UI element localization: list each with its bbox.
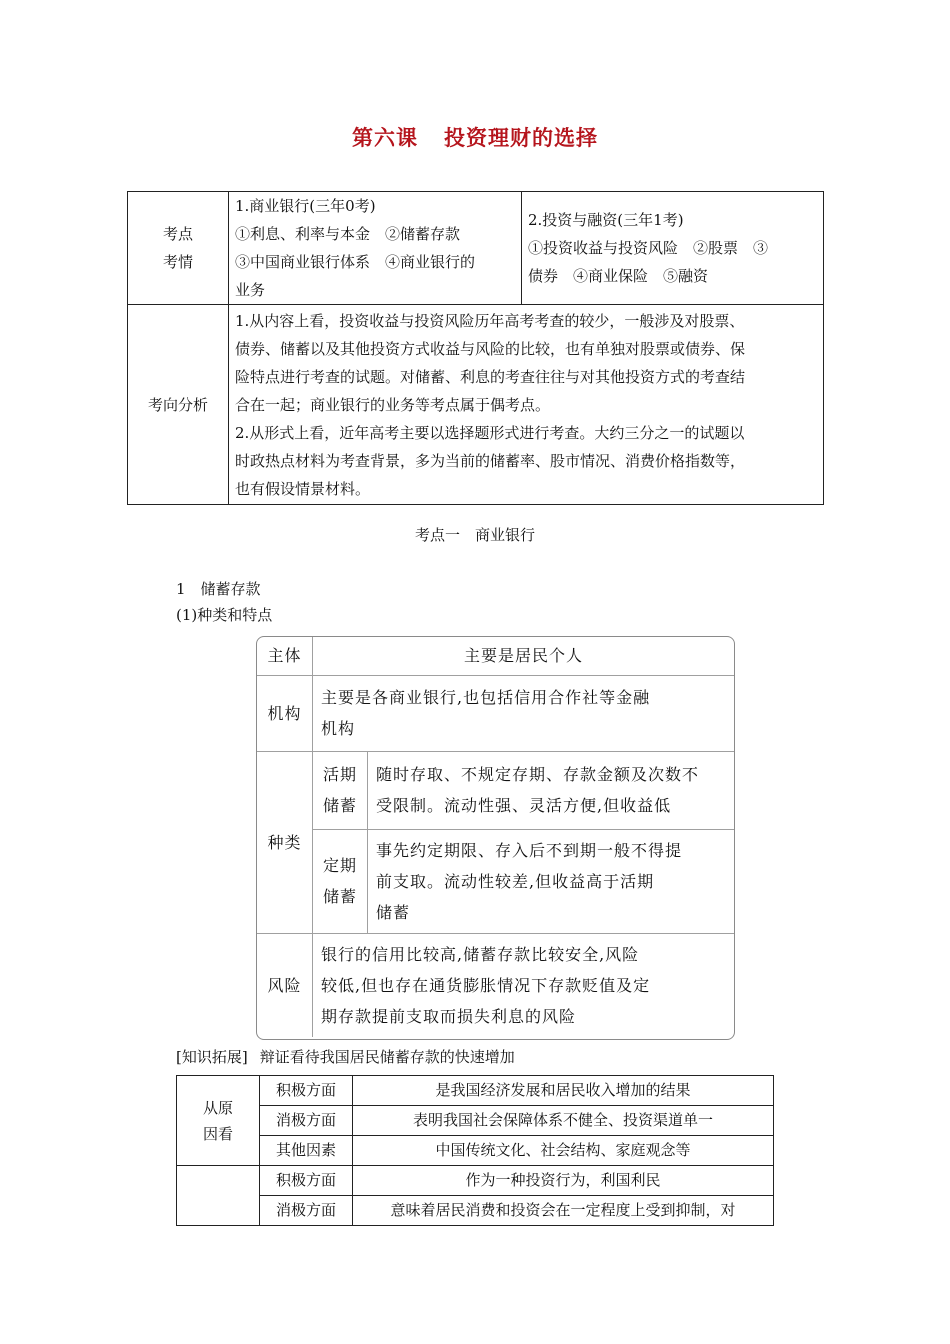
section-heading: 考点一 商业银行	[414, 526, 535, 544]
analysis-cell: 1.从内容上看，投资收益与投资风险历年高考考查的较少，一般涉及对股票、 债券、储蓄以及其他投资方式收益与风险的比较，也有单独对股票或债券、保 险特点进行考查的试题。对储蓄、利息的考查往往与对其他投资方式的考查结 合在一起；商业银行的业务等考点属于偶考点。 2.从形式上看，近年高考主要以选择题形式进行考查。大约三分之一的试题以 时政热点材料为考查背景，多为当前的储蓄率、股市情况、消费价格指数等， 也有假设情景材料。	[229, 305, 824, 505]
group-label-cause: 从原 因看	[177, 1076, 260, 1166]
table-row: 从原 因看 积极方面 是我国经济发展和居民收入增加的结果	[177, 1076, 774, 1106]
savings-table-frame	[256, 636, 735, 1040]
lesson-number: 第六课	[352, 125, 418, 150]
subheading-types: (1)种类和特点	[176, 606, 273, 624]
table-row: 主体 主要是居民个人	[257, 637, 734, 675]
exam-point-2-cell: 2.投资与融资(三年1考) ①投资收益与投资风险 ②股票 ③ 债券 ④商业保险 ⑤融资	[522, 192, 824, 305]
row-label-analysis: 考向分析	[128, 305, 229, 505]
table-row: 风险 银行的信用比较高,储蓄存款比较安全,风险 较低,但也存在通货膨胀情况下存款贬值及定 期存款提前支取而损失利息的风险	[257, 933, 734, 1037]
page-title	[0, 122, 950, 152]
savings-table	[257, 637, 734, 1037]
table-row: 消极方面 表明我国社会保障体系不健全、投资渠道单一	[177, 1106, 774, 1136]
knowledge-extension	[176, 1046, 515, 1067]
savings-analysis-table	[176, 1075, 774, 1226]
table-row	[128, 305, 824, 505]
table-row	[128, 192, 824, 305]
table-row: 积极方面 作为一种投资行为，利国利民	[177, 1166, 774, 1196]
table-row: 定期 储蓄 事先约定期限、存入后不到期一般不得提 前支取。流动性较差,但收益高于活期 储蓄	[257, 829, 734, 933]
table-row: 其他因素 中国传统文化、社会结构、家庭观念等	[177, 1136, 774, 1166]
exam-overview-table	[127, 191, 824, 505]
lesson-name: 投资理财的选择	[444, 125, 598, 150]
group-label-empty	[177, 1166, 260, 1226]
table-row: 种类 活期 储蓄 随时存取、不规定存期、存款金额及次数不 受限制。流动性强、灵活方便,但收益低	[257, 751, 734, 829]
table-row: 消极方面 意味着居民消费和投资会在一定程度上受到抑制，对	[177, 1196, 774, 1226]
subheading-savings: 1 储蓄存款	[176, 580, 261, 598]
table-row: 机构 主要是各商业银行,也包括信用合作社等金融 机构	[257, 675, 734, 751]
row-label-exam-points: 考点 考情	[128, 192, 229, 305]
exam-point-1-cell: 1.商业银行(三年0考) ①利息、利率与本金 ②储蓄存款 ③中国商业银行体系 ④商业银行的 业务	[229, 192, 522, 305]
extension-tag: [知识拓展]	[176, 1048, 248, 1066]
extension-title: 辩证看待我国居民储蓄存款的快速增加	[259, 1048, 515, 1066]
